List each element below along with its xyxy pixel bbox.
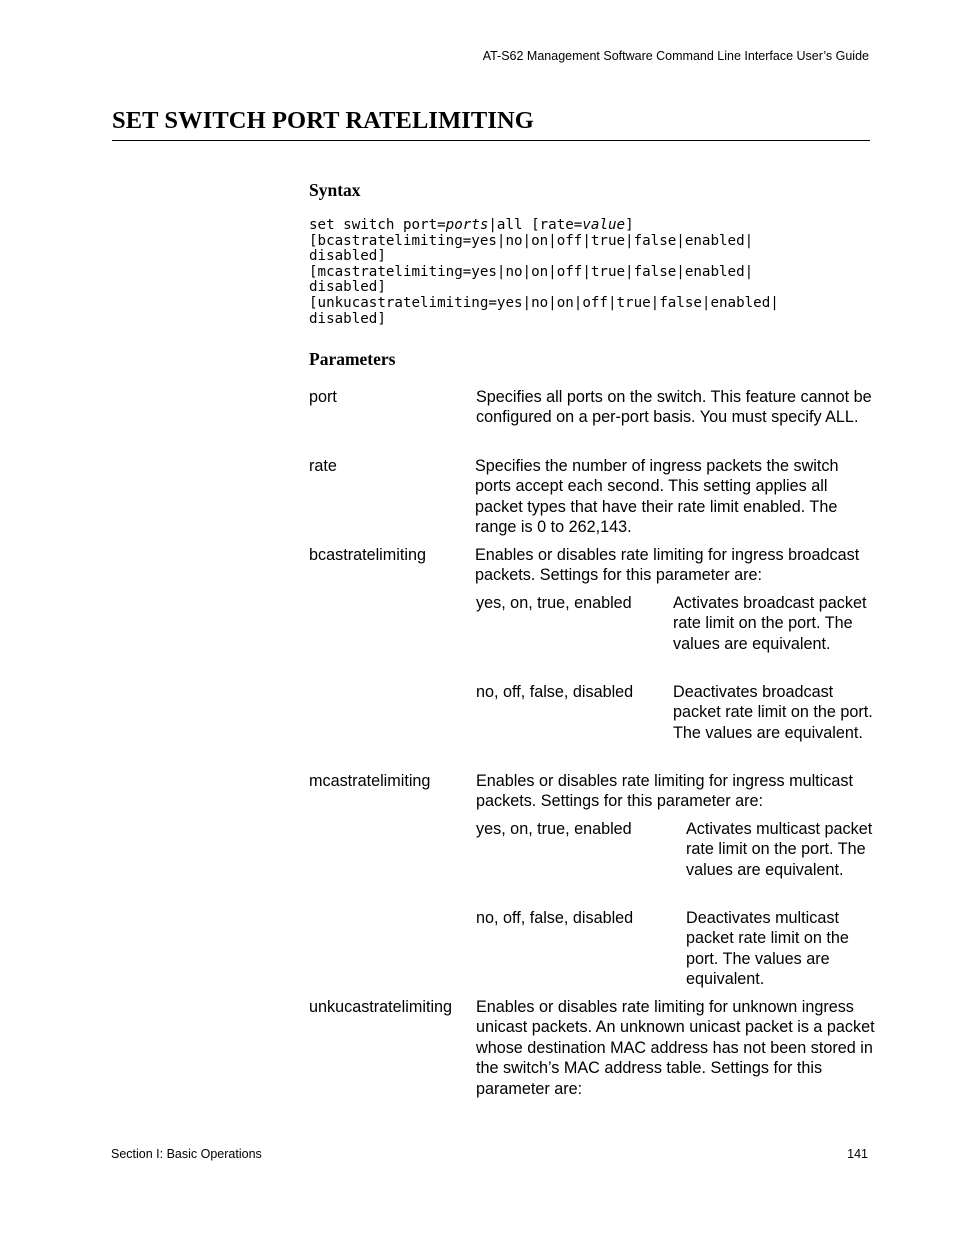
syntax-line: [unkucastratelimiting=yes|no|on|off|true|false|enabled| xyxy=(309,294,779,311)
syntax-line: disabled] xyxy=(309,248,386,265)
syntax-line1-c: |all [rate= xyxy=(488,217,583,233)
syntax-block xyxy=(309,218,779,327)
syntax-ports-var: ports xyxy=(445,217,489,233)
param-desc-mcast: Enables or disables rate limiting for ingress multicast packets. Settings for this parameter are: xyxy=(476,772,853,811)
mcast-value-enable: yes, on, true, enabled xyxy=(476,820,632,838)
bcast-value-disable: no, off, false, disabled xyxy=(476,683,634,701)
parameters-heading: Parameters xyxy=(309,349,396,369)
page-title: SET SWITCH PORT RATELIMITING xyxy=(112,107,534,134)
title-rule xyxy=(112,140,870,141)
running-header: AT-S62 Management Software Command Line Interface User’s Guide xyxy=(482,49,869,63)
param-desc-rate: Specifies the number of ingress packets the switch ports accept each second. This setting applies all packet types that have their rate limit enabled. The range is 0 to 262,143. xyxy=(475,457,839,537)
mcast-value-disable: no, off, false, disabled xyxy=(476,909,634,927)
mcast-value-enable-desc: Activates multicast packet rate limit on the port. The values are equivalent. xyxy=(686,820,873,879)
param-name-mcast: mcastratelimiting xyxy=(309,772,431,790)
syntax-heading: Syntax xyxy=(309,180,361,200)
syntax-line: [mcastratelimiting=yes|no|on|off|true|false|enabled| xyxy=(309,263,754,280)
footer-page-number: 141 xyxy=(847,1147,868,1161)
param-name-rate: rate xyxy=(309,457,337,475)
param-name-bcast: bcastratelimiting xyxy=(309,546,426,564)
bcast-value-enable-desc: Activates broadcast packet rate limit on the port. The values are equivalent. xyxy=(673,594,867,653)
syntax-line: [bcastratelimiting=yes|no|on|off|true|false|enabled| xyxy=(309,232,754,249)
syntax-value-var: value xyxy=(582,217,626,233)
syntax-line1-a: set switch port= xyxy=(309,217,446,233)
param-name-port: port xyxy=(309,388,337,406)
param-desc-unkucast: Enables or disables rate limiting for unknown ingress unicast packets. An unknown unicast packet is a packet whose destination MAC address has not been stored in the switch’s MAC address table. Settings for this parameter are: xyxy=(476,998,875,1098)
footer-section: Section I: Basic Operations xyxy=(111,1147,262,1161)
bcast-value-enable: yes, on, true, enabled xyxy=(476,594,632,612)
syntax-line: disabled] xyxy=(309,310,386,327)
param-name-unkucast: unkucastratelimiting xyxy=(309,998,453,1016)
param-desc-bcast: Enables or disables rate limiting for ingress broadcast packets. Settings for this parameter are: xyxy=(475,546,860,585)
syntax-line: disabled] xyxy=(309,279,386,296)
syntax-line1-e: ] xyxy=(625,217,634,233)
param-desc-port: Specifies all ports on the switch. This feature cannot be configured on a per-port basis. You must specify ALL. xyxy=(476,388,872,427)
mcast-value-disable-desc: Deactivates multicast packet rate limit on the port. The values are equivalent. xyxy=(686,909,849,989)
bcast-value-disable-desc: Deactivates broadcast packet rate limit on the port. The values are equivalent. xyxy=(673,683,873,742)
